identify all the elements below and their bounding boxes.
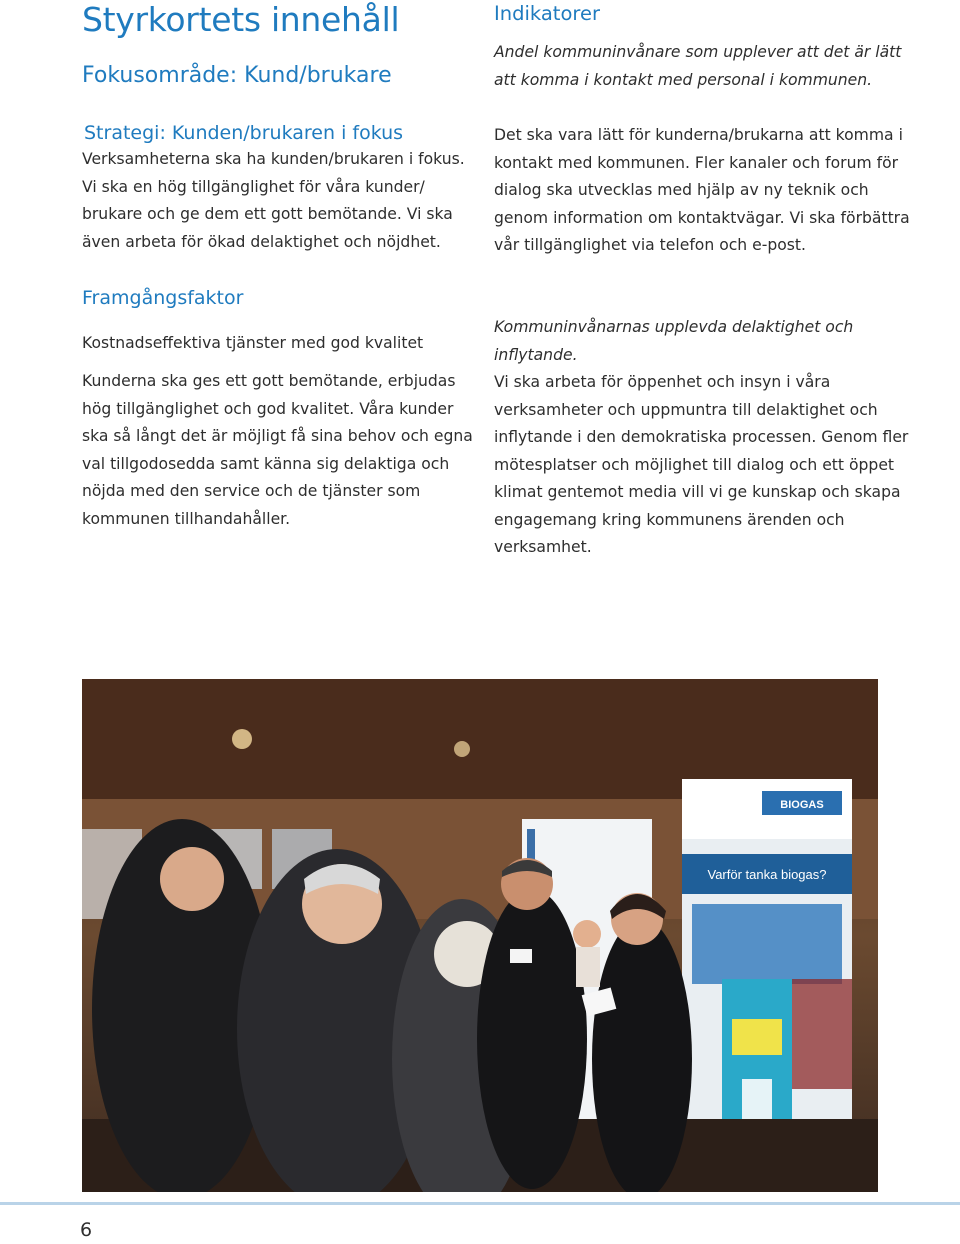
footer-divider <box>0 1202 960 1205</box>
event-photo-illustration <box>82 679 878 1192</box>
indicator-1-title: Andel kommuninvånare som upplever att det är lätt att komma i kontakt med personal i kommunen. <box>494 43 902 89</box>
success-factor-text: Kunderna ska ges ett gott bemötande, erbjudas hög tillgänglighet och god kvalitet. Våra kunder ska så långt det är möjligt få sina behov och egna val tillgodosedda samt känna sig delaktiga och nöjda med den service och de tjänster som kommunen tillhandahåller. <box>82 372 473 528</box>
focus-area-heading: Fokusområde: Kund/brukare <box>82 63 392 88</box>
indicator-1-text: Det ska vara lätt för kunderna/brukarna att komma i kontakt med kommunen. Fler kanaler och forum för dialog ska utvecklas med hjälp av ny teknik och genom information om kontaktvägar. Vi ska förbättra vår tillgänglighet via telefon och e-post. <box>494 126 910 254</box>
banner-brand: BIOGAS <box>780 799 824 811</box>
event-photo <box>82 679 878 1192</box>
indicator-2-text: Vi ska arbeta för öppenhet och insyn i våra verksamheter och uppmuntra till delaktighet och inflytande i den demokratiska processen. Genom fler mötesplatser och möjlighet till dialog och ett öppet klimat gentemot media vill vi ge kunskap och skapa engagemang kring kommunens ärenden och verksamhet. <box>494 373 909 556</box>
strategy-heading: Strategi: Kunden/brukaren i fokus <box>84 122 404 144</box>
page-title: Styrkortets innehåll <box>82 0 400 39</box>
strategy-text: Verksamheterna ska ha kunden/brukaren i fokus. Vi ska en hög tillgänglighet för våra kunder/ brukare och ge dem ett gott bemötande. Vi ska även arbeta för ökad delaktighet och nöjdhet. <box>82 150 465 251</box>
indicator-2-title: Kommuninvånarnas upplevda delaktighet och inflytande. <box>494 318 854 364</box>
success-factor-subheading: Kostnadseffektiva tjänster med god kvalitet <box>82 334 424 352</box>
indicators-heading: Indikatorer <box>494 2 600 25</box>
success-factor-heading: Framgångsfaktor <box>82 287 244 309</box>
banner-headline: Varför tanka biogas? <box>707 867 827 882</box>
page-number: 6 <box>80 1219 93 1241</box>
